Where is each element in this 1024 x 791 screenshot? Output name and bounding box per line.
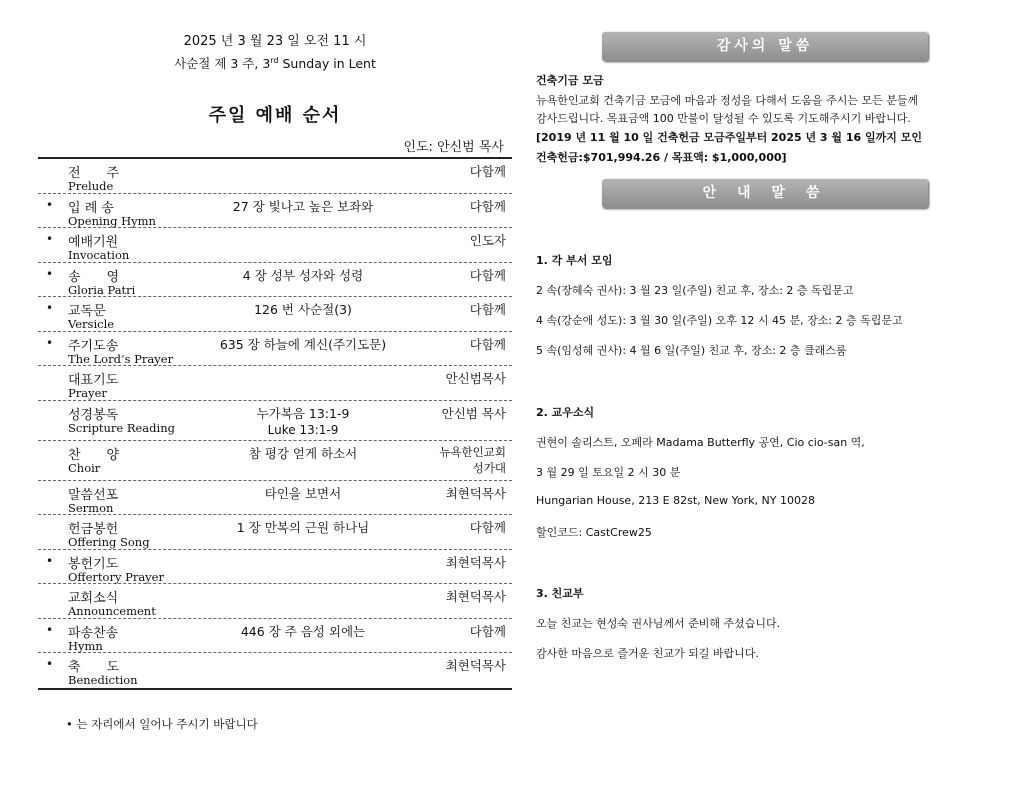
liturgical-season: 사순절 제 3 주, 3rd Sunday in Lent (174, 55, 376, 71)
thanks-banner: 감사의 말씀 (602, 32, 928, 61)
item-responsible: 다함께 (469, 336, 506, 352)
order-title: 주일 예배 순서 (208, 105, 342, 126)
order-row-hymn (38, 619, 512, 654)
section-title-groups: 1. 각 부서 모임 (536, 254, 613, 267)
standing-marker: • (46, 622, 54, 637)
item-responsible: 다함께 (469, 520, 506, 535)
item-korean: 성경봉독 (68, 407, 119, 423)
standing-marker: • (46, 335, 54, 350)
item-korean: 봉헌기도 (68, 556, 119, 572)
standing-marker: • (46, 553, 54, 568)
item-korean: 전 주 (68, 166, 120, 181)
notice-line: 3 월 29 일 토요일 2 시 30 분 (536, 466, 681, 479)
item-detail: 635 장 하늘에 계신(주기도문) (219, 336, 387, 352)
item-korean: 파송찬송 (68, 625, 119, 641)
item-korean: 송 영 (68, 269, 120, 285)
item-detail: 1 장 만복의 근원 하나님 (236, 520, 370, 535)
item-english: Invocation (68, 248, 130, 262)
item-korean: 입 례 송 (68, 200, 114, 216)
item-english: Offertory Prayer (68, 569, 164, 584)
order-row-lords-prayer (38, 332, 512, 367)
order-row-sermon (38, 481, 512, 516)
item-korean: 헌금봉헌 (68, 522, 119, 537)
item-english: Prayer (68, 386, 107, 400)
building-fund-heading: 건축기금 모금 (536, 74, 604, 87)
item-responsible: 최현덕목사 (445, 658, 506, 673)
section-title-member-news: 2. 교우소식 (536, 406, 595, 419)
item-responsible: 최현덕목사 (445, 554, 506, 570)
standing-marker: • (46, 197, 54, 212)
item-english: Offering Song (68, 535, 150, 549)
building-fund-total: 건축헌금:$701,994.26 / 목표액: $1,000,000] (536, 151, 787, 164)
item-responsible: 다함께 (469, 267, 506, 283)
item-detail: 126 번 사순절(3) (254, 302, 352, 317)
item-english: Hymn (68, 638, 103, 653)
item-detail: 누가복음 13:1-9 (256, 405, 350, 421)
item-english: Choir (68, 460, 101, 475)
order-row-opening-hymn (38, 194, 512, 229)
item-responsible: 뉴욕한인교회 성가대 (439, 444, 506, 475)
item-detail: 446 장 주 음성 외에는 (240, 623, 366, 639)
item-korean: 예배기원 (68, 235, 119, 250)
item-english: Versicle (68, 317, 115, 331)
notice-line: 오늘 친교는 현성숙 권사님께서 준비해 주셨습니다. (536, 617, 781, 630)
notice-line: 2 속(장혜숙 권사): 3 월 23 일(주일) 친교 후, 장소: 2 층 독립문고 (536, 284, 854, 297)
order-row-versicle (38, 297, 512, 332)
order-row-choir (38, 441, 512, 481)
item-korean: 교독문 (68, 304, 106, 319)
notice-line: 4 속(강순애 성도): 3 월 30 일(주일) 오후 12 시 45 분, 장소: 2 층 독립문고 (536, 314, 903, 327)
service-date: 2025 년 3 월 23 일 오전 11 시 (183, 34, 367, 49)
order-row-announcement (38, 584, 512, 619)
item-korean: 교회소식 (68, 591, 119, 606)
item-detail: 27 장 빛나고 높은 보좌와 (232, 198, 374, 214)
notice-banner: 안 내 말 씀 (602, 179, 928, 208)
item-responsible: 안신범 목사 (441, 405, 506, 421)
notice-line: Hungarian House, 213 E 82st, New York, NY 10028 (536, 494, 815, 507)
order-row-offering-song (38, 515, 512, 550)
item-korean: 대표기도 (68, 373, 119, 388)
item-responsible: 다함께 (469, 623, 506, 639)
item-korean: 말씀선포 (68, 487, 119, 503)
item-english: Scripture Reading (68, 420, 175, 435)
item-responsible: 인도자 (469, 233, 506, 248)
standing-footnote: • 는 자리에서 일어나 주시기 바랍니다 (66, 717, 258, 731)
item-english: Sermon (68, 500, 114, 515)
building-fund-total: [2019 년 11 월 10 일 건축헌금 모금주일부터 2025 년 3 월 16 일까지 모인 (536, 131, 922, 144)
standing-marker: • (46, 232, 54, 246)
order-table (38, 157, 512, 690)
item-responsible: 안신범목사 (445, 371, 506, 386)
item-detail: 4 장 성부 성자와 성령 (242, 267, 364, 283)
item-english: Prelude (68, 179, 114, 193)
item-english: Opening Hymn (68, 213, 156, 228)
item-korean: 축 도 (68, 660, 120, 675)
standing-marker: • (46, 266, 54, 281)
item-responsible: 최현덕목사 (445, 589, 506, 604)
notice-line: 권현이 솔리스트, 오페라 Madama Butterfly 공연, Cio cio-san 역, (536, 436, 865, 449)
item-english: Gloria Patri (68, 282, 136, 297)
notice-line: 5 속(임성혜 권사): 4 월 6 일(주일) 친교 후, 장소: 2 층 클래스룸 (536, 344, 847, 357)
standing-marker: • (46, 657, 54, 671)
order-row-gloria-patri (38, 263, 512, 298)
order-row-prelude (38, 159, 512, 194)
standing-marker: • (46, 301, 54, 315)
notice-line: 감사한 마음으로 즐거운 친교가 되길 바랍니다. (536, 647, 759, 660)
item-detail: 타인을 보면서 (264, 485, 342, 501)
building-fund-text: 감사드립니다. 목표금액 100 만불이 달성될 수 있도록 기도해주시기 바랍니다. (536, 112, 911, 125)
item-responsible: 다함께 (469, 302, 506, 317)
item-english: The Lord’s Prayer (68, 351, 174, 366)
item-detail: 참 평강 얻게 하소서 (248, 445, 358, 461)
order-row-scripture (38, 401, 512, 441)
building-fund-text: 뉴욕한인교회 건축기금 모금에 마음과 정성을 다해서 도움을 주시는 모든 분들께 (536, 94, 919, 107)
notice-line: 할인코드: CastCrew25 (536, 526, 652, 539)
order-row-prayer (38, 366, 512, 401)
section-title-fellowship: 3. 친교부 (536, 587, 584, 600)
item-detail-english: Luke 13:1-9 (267, 422, 339, 437)
item-responsible: 다함께 (469, 164, 506, 179)
service-leader: 인도: 안신범 목사 (403, 140, 504, 155)
item-responsible: 최현덕목사 (445, 485, 506, 501)
item-korean: 찬 양 (68, 447, 120, 463)
item-english: Benediction (68, 673, 138, 687)
order-row-offertory-prayer (38, 550, 512, 585)
item-korean: 주기도송 (68, 338, 119, 354)
order-row-benediction (38, 653, 512, 688)
item-english: Announcement (68, 604, 156, 618)
item-responsible: 다함께 (469, 198, 506, 214)
order-row-invocation (38, 228, 512, 263)
